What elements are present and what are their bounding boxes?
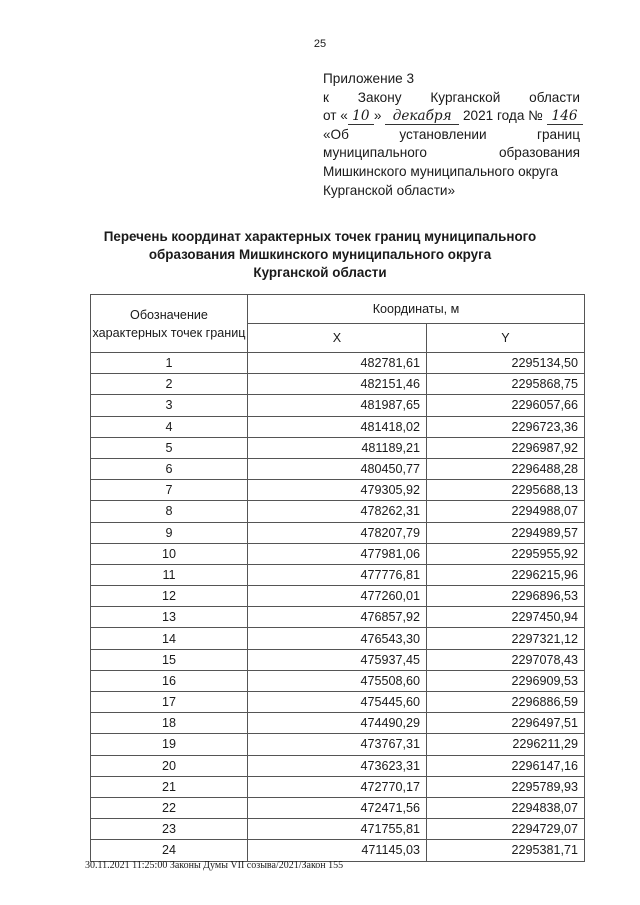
point-number: 19 [91, 734, 248, 755]
coordinate-y: 2295381,71 [427, 840, 585, 861]
annex-title: Приложение 3 [323, 71, 415, 86]
annex-subject-line-2: муниципального образования [323, 145, 580, 161]
point-number: 1 [91, 353, 248, 374]
annex-law-line: к Закону Курганской области [323, 89, 580, 105]
coordinate-x: 481189,21 [248, 437, 427, 458]
table-row [91, 797, 585, 818]
point-number: 16 [91, 670, 248, 691]
table-row [91, 713, 585, 734]
coordinate-x: 475508,60 [248, 670, 427, 691]
point-number: 22 [91, 797, 248, 818]
point-number: 6 [91, 458, 248, 479]
coordinate-x: 479305,92 [248, 480, 427, 501]
annex-date-line: от « 10 » декабря 2021 года № 146 [323, 107, 580, 126]
coordinate-x: 477776,81 [248, 564, 427, 585]
coordinate-x: 473623,31 [248, 755, 427, 776]
coordinates-table [90, 294, 585, 862]
coordinate-y: 2296147,16 [427, 755, 585, 776]
coordinate-y: 2296057,66 [427, 395, 585, 416]
point-number: 18 [91, 713, 248, 734]
coordinate-x: 474490,29 [248, 713, 427, 734]
point-number: 5 [91, 437, 248, 458]
coordinate-y: 2296896,53 [427, 586, 585, 607]
page-number: 25 [313, 38, 327, 50]
coordinate-x: 471755,81 [248, 819, 427, 840]
table-row [91, 670, 585, 691]
table-row [91, 628, 585, 649]
point-number: 12 [91, 586, 248, 607]
coordinate-x: 480450,77 [248, 458, 427, 479]
point-number: 13 [91, 607, 248, 628]
header-y: Y [427, 324, 585, 353]
coordinate-y: 2297078,43 [427, 649, 585, 670]
coordinate-x: 481418,02 [248, 416, 427, 437]
coordinate-x: 478207,79 [248, 522, 427, 543]
coordinate-x: 482781,61 [248, 353, 427, 374]
coordinate-x: 475937,45 [248, 649, 427, 670]
table-row [91, 734, 585, 755]
table-row [91, 649, 585, 670]
coordinate-x: 477260,01 [248, 586, 427, 607]
annex-subject-line-3: Мишкинского муниципального округа [323, 163, 559, 179]
point-number: 3 [91, 395, 248, 416]
table-body [91, 353, 585, 862]
table-row [91, 543, 585, 564]
table-row [91, 776, 585, 797]
point-number: 17 [91, 692, 248, 713]
coordinate-x: 477981,06 [248, 543, 427, 564]
point-number: 10 [91, 543, 248, 564]
coordinate-x: 476543,30 [248, 628, 427, 649]
table-row [91, 458, 585, 479]
table-row [91, 353, 585, 374]
coordinate-y: 2295955,92 [427, 543, 585, 564]
table-row [91, 692, 585, 713]
annex-subject-line-1: «Об установлении границ [323, 126, 580, 142]
coordinate-x: 473767,31 [248, 734, 427, 755]
coordinate-x: 476857,92 [248, 607, 427, 628]
header-coordinates: Координаты, м [248, 295, 585, 324]
annex-subject-line-4: Курганской области» [323, 182, 456, 198]
handwritten-number: 146 [547, 109, 583, 125]
table-row [91, 755, 585, 776]
coordinate-x: 475445,60 [248, 692, 427, 713]
point-number: 23 [91, 819, 248, 840]
point-number: 11 [91, 564, 248, 585]
coordinate-y: 2296211,29 [427, 734, 585, 755]
point-number: 7 [91, 480, 248, 501]
coordinate-y: 2296215,96 [427, 564, 585, 585]
coordinate-y: 2297321,12 [427, 628, 585, 649]
coordinate-y: 2294989,57 [427, 522, 585, 543]
point-number: 24 [91, 840, 248, 861]
coordinate-y: 2295868,75 [427, 374, 585, 395]
table-row [91, 374, 585, 395]
table-row [91, 501, 585, 522]
point-number: 14 [91, 628, 248, 649]
coordinate-x: 471145,03 [248, 840, 427, 861]
table-row [91, 480, 585, 501]
coordinate-y: 2295134,50 [427, 353, 585, 374]
coordinate-y: 2295789,93 [427, 776, 585, 797]
coordinate-x: 478262,31 [248, 501, 427, 522]
coordinate-x: 472471,56 [248, 797, 427, 818]
annex-header [323, 70, 580, 200]
coordinate-y: 2296909,53 [427, 670, 585, 691]
table-row [91, 395, 585, 416]
point-number: 21 [91, 776, 248, 797]
table-row [91, 522, 585, 543]
point-number: 9 [91, 522, 248, 543]
point-number: 2 [91, 374, 248, 395]
coordinate-y: 2296723,36 [427, 416, 585, 437]
coordinate-y: 2296987,92 [427, 437, 585, 458]
handwritten-month: декабря [385, 109, 459, 125]
coordinate-y: 2296488,28 [427, 458, 585, 479]
table-row [91, 564, 585, 585]
table-row [91, 607, 585, 628]
header-point-label: Обозначение характерных точек границ [91, 295, 248, 353]
coordinate-x: 472770,17 [248, 776, 427, 797]
coordinate-y: 2296886,59 [427, 692, 585, 713]
point-number: 15 [91, 649, 248, 670]
document-title: Перечень координат характерных точек границ муниципального образования Мишкинского муниципального округа Курганской области [103, 229, 537, 280]
table-row [91, 840, 585, 861]
handwritten-day: 10 [348, 109, 374, 125]
point-number: 4 [91, 416, 248, 437]
point-number: 8 [91, 501, 248, 522]
table-row [91, 586, 585, 607]
coordinate-x: 482151,46 [248, 374, 427, 395]
footer-stamp: 30.11.2021 11:25:00 Законы Думы VII созыва/2021/Закон 155 [85, 860, 344, 871]
coordinate-y: 2295688,13 [427, 480, 585, 501]
coordinate-y: 2296497,51 [427, 713, 585, 734]
table-row [91, 437, 585, 458]
coordinate-x: 481987,65 [248, 395, 427, 416]
table-row [91, 819, 585, 840]
coordinate-y: 2297450,94 [427, 607, 585, 628]
point-number: 20 [91, 755, 248, 776]
coordinate-y: 2294838,07 [427, 797, 585, 818]
coordinate-y: 2294988,07 [427, 501, 585, 522]
header-x: X [248, 324, 427, 353]
coordinate-y: 2294729,07 [427, 819, 585, 840]
table-row [91, 416, 585, 437]
